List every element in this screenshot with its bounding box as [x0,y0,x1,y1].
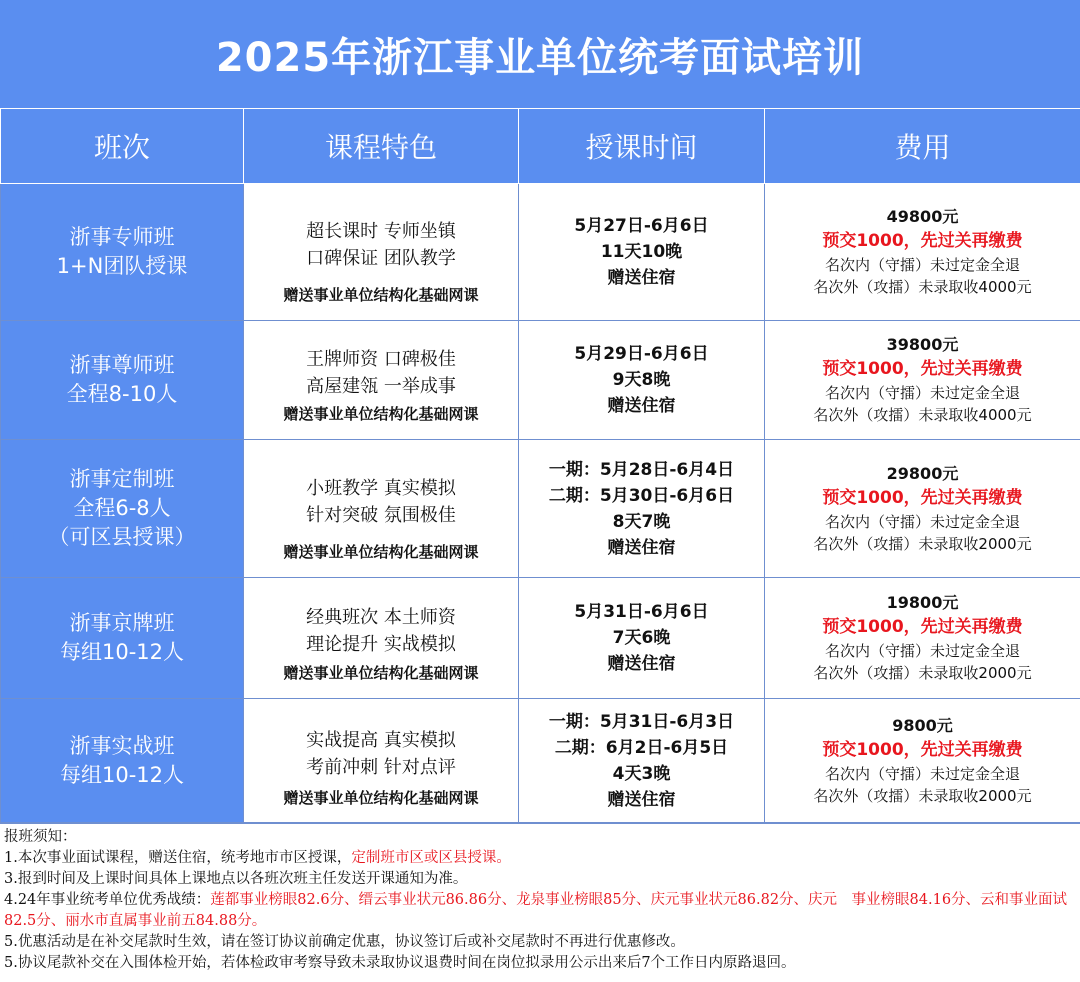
fee-price: 9800元 [892,716,953,735]
time-line: 7天6晚 [612,628,671,648]
fee-price: 49800元 [886,207,959,226]
notes-section [0,822,1080,982]
features-cell [244,321,519,440]
notes-heading: 报班须知： [4,829,77,845]
time-cell [519,699,765,824]
time-line: 二期：5月30日-6月6日 [548,485,735,506]
feature-line: 理论提升 实战模拟 [306,634,456,655]
features-cell [244,184,519,321]
table-row [1,184,1080,321]
header-class: 班次 [1,109,244,184]
feature-line: 针对突破 氛围极佳 [306,504,456,526]
time-line: 5月31日-6月6日 [574,602,709,622]
gift-text: 赠送事业单位结构化基础网课 [283,664,479,682]
table-header-row [1,109,1080,184]
fee-rule: 名次外（攻擂）未录取收4000元 [813,278,1032,296]
table-row [1,699,1080,824]
time-line: 赠送住宿 [607,654,676,674]
table-row [1,440,1080,578]
fee-rule: 名次外（攻擂）未录取收2000元 [813,787,1032,805]
class-cell [1,699,244,824]
fee-rule: 名次内（守擂）未过定金全退 [824,512,1020,531]
time-line: 5月29日-6月6日 [574,344,709,364]
course-table [0,108,1080,824]
gift-text: 赠送事业单位结构化基础网课 [283,543,479,561]
features-cell [244,440,519,578]
time-line: 5月27日-6月6日 [574,216,709,236]
note-item: 5.协议尾款补交在入围体检开始，若体检政审考察导致未录取协议退费时间在岗位拟录用公示出来后7个工作日内原路退回。 [4,955,796,971]
class-name: 浙事专师班 [69,225,175,249]
fee-rule: 名次内（守擂）未过定金全退 [824,642,1020,660]
header-fee: 费用 [765,109,1080,184]
feature-line: 实战提高 真实模拟 [306,730,456,751]
features-cell [244,699,519,824]
gift-text: 赠送事业单位结构化基础网课 [283,789,479,807]
class-name: 浙事京牌班 [69,611,175,635]
fee-cell [765,321,1080,440]
features-cell [244,578,519,699]
fee-cell [765,440,1080,578]
class-name: 浙事定制班 [69,467,175,491]
class-cell [1,578,244,699]
class-detail: 每组10-12人 [59,763,185,787]
table-row [1,578,1080,699]
class-detail: 每组10-12人 [59,640,185,664]
time-line: 9天8晚 [612,370,671,390]
class-cell [1,440,244,578]
fee-deposit: 预交1000，先过关再缴费 [822,359,1023,379]
fee-rule: 名次内（守擂）未过定金全退 [824,765,1020,783]
fee-rule: 名次外（攻擂）未录取收2000元 [813,664,1032,682]
page-title: 2025年浙江事业单位统考面试培训 [0,0,1080,108]
time-line: 赠送住宿 [607,268,676,288]
fee-rule: 名次外（攻擂）未录取收2000元 [813,534,1032,553]
feature-line: 高屋建瓴 一举成事 [306,376,456,397]
class-cell [1,184,244,321]
feature-line: 考前冲刺 针对点评 [306,757,456,778]
fee-cell [765,578,1080,699]
class-detail: 全程8-10人 [66,382,178,406]
table-row [1,321,1080,440]
feature-line: 经典班次 本土师资 [306,607,456,628]
time-cell [519,184,765,321]
note-highlight: 定制班市区或区县授课。 [351,850,511,866]
note-item: 5.优惠活动是在补交尾款时生效，请在签订协议前确定优惠，协议签订后或补交尾款时不再进行优惠修改。 [4,934,685,950]
fee-price: 29800元 [886,463,959,483]
feature-line: 小班教学 真实模拟 [306,477,456,499]
class-name: 浙事尊师班 [69,353,175,377]
time-cell [519,321,765,440]
note-highlight: 莲都事业榜眼82.6分、缙云事业状元86.86分、龙泉事业榜眼85分、庆元事业状元86.82分、庆元 事业榜眼84.16分、云和事业面试82.5分、丽水市直属事业前五84.88分。 [4,892,1068,929]
fee-deposit: 预交1000，先过关再缴费 [822,617,1023,637]
class-name: 浙事实战班 [69,734,175,758]
feature-line: 超长课时 专师坐镇 [306,221,456,242]
note-item: 3.报到时间及上课时间具体上课地点以各班次班主任发送开课通知为准。 [4,871,468,887]
class-detail: （可区县授课） [48,525,196,549]
note-text: 1.本次事业面试课程，赠送住宿，统考地市市区授课， [4,850,352,866]
fee-rule: 名次内（守擂）未过定金全退 [824,384,1020,402]
time-cell [519,440,765,578]
gift-text: 赠送事业单位结构化基础网课 [283,286,479,304]
time-line: 4天3晚 [612,764,671,784]
time-line: 赠送住宿 [607,790,676,810]
class-detail: 全程6-8人 [73,496,171,520]
header-time: 授课时间 [519,109,765,184]
time-line: 一期：5月28日-6月4日 [548,459,735,480]
note-text: 4.24年事业统考单位优秀战绩： [4,892,211,908]
feature-line: 王牌师资 口碑极佳 [306,349,456,370]
header-features: 课程特色 [244,109,519,184]
class-detail: 1+N团队授课 [56,254,188,278]
fee-rule: 名次内（守擂）未过定金全退 [824,256,1020,274]
fee-deposit: 预交1000，先过关再缴费 [822,487,1023,508]
note-item [4,848,1068,869]
feature-line: 口碑保证 团队教学 [306,248,456,269]
note-item [4,890,1068,932]
time-line: 一期：5月31日-6月3日 [548,712,735,732]
time-line: 赠送住宿 [607,537,676,558]
time-cell [519,578,765,699]
fee-price: 39800元 [886,335,959,354]
fee-price: 19800元 [886,593,959,612]
time-line: 二期：6月2日-6月5日 [554,738,729,758]
gift-text: 赠送事业单位结构化基础网课 [283,405,479,423]
fee-deposit: 预交1000，先过关再缴费 [822,231,1023,251]
fee-deposit: 预交1000，先过关再缴费 [822,740,1023,760]
class-cell [1,321,244,440]
time-line: 11天10晚 [600,242,683,262]
time-line: 8天7晚 [612,511,671,532]
fee-cell [765,699,1080,824]
time-line: 赠送住宿 [607,396,676,416]
fee-rule: 名次外（攻擂）未录取收4000元 [813,406,1032,424]
fee-cell [765,184,1080,321]
